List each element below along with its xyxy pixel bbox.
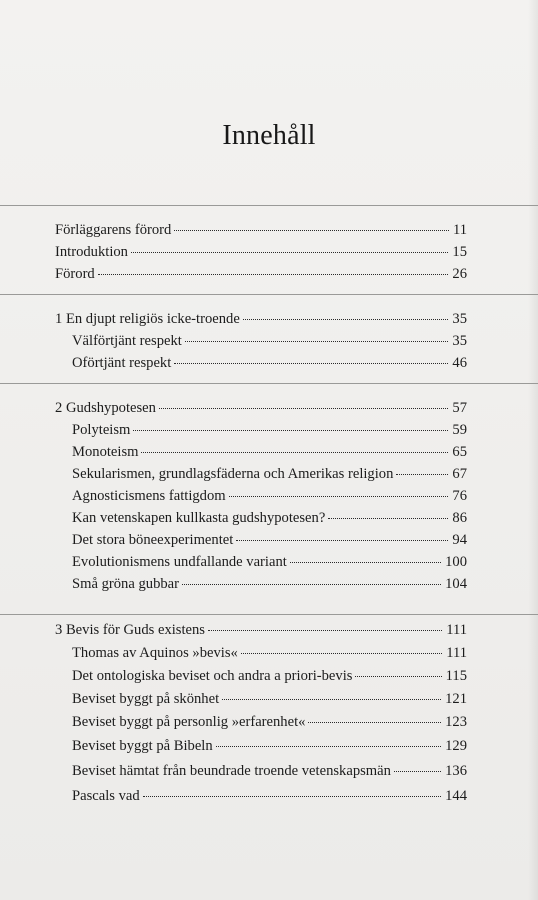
toc-entry-label: Det stora böneexperimentet bbox=[72, 532, 234, 548]
toc-entry-label: Pascals vad bbox=[72, 788, 140, 804]
toc-entry-label: Förläggarens förord bbox=[55, 222, 172, 238]
toc-entry-page: 65 bbox=[452, 444, 467, 460]
divider-3 bbox=[0, 614, 538, 615]
toc-entry-page: 86 bbox=[452, 510, 467, 526]
toc-leader-dots bbox=[243, 319, 449, 320]
toc-entry-ofortjant-respekt[interactable] bbox=[72, 354, 467, 372]
toc-entry-agnosticismens-fattigdom[interactable] bbox=[72, 487, 467, 505]
toc-leader-dots bbox=[355, 676, 441, 677]
toc-entry-label: Monoteism bbox=[72, 444, 139, 460]
toc-entry-sma-grona-gubbar[interactable] bbox=[72, 575, 467, 593]
toc-entry-page: 144 bbox=[445, 788, 467, 804]
toc-entry-label: Välförtjänt respekt bbox=[72, 333, 182, 349]
toc-leader-dots bbox=[222, 699, 441, 700]
toc-leader-dots bbox=[182, 584, 441, 585]
toc-entry-sekularismen[interactable] bbox=[72, 465, 467, 483]
toc-chapter-label: 3 Bevis för Guds existens bbox=[55, 622, 205, 638]
toc-entry-beviset-vetenskapsman[interactable] bbox=[72, 762, 467, 780]
toc-chapter-label: 2 Gudshypotesen bbox=[55, 400, 156, 416]
toc-entry-label: Oförtjänt respekt bbox=[72, 355, 172, 371]
toc-entry-page: 11 bbox=[452, 222, 467, 238]
toc-entry-introduktion[interactable] bbox=[55, 243, 467, 261]
divider-top bbox=[0, 205, 538, 206]
toc-entry-page: 136 bbox=[445, 763, 467, 779]
toc-chapter-2[interactable] bbox=[55, 399, 467, 417]
toc-leader-dots bbox=[229, 496, 449, 497]
toc-leader-dots bbox=[131, 252, 448, 253]
toc-entry-label: Polyteism bbox=[72, 422, 131, 438]
toc-leader-dots bbox=[290, 562, 441, 563]
toc-entry-label: Kan vetenskapen kullkasta gudshypotesen? bbox=[72, 510, 326, 526]
toc-leader-dots bbox=[143, 796, 441, 797]
toc-entry-page: 15 bbox=[452, 244, 467, 260]
toc-leader-dots bbox=[98, 274, 449, 275]
toc-entry-page: 111 bbox=[446, 645, 467, 661]
divider-1 bbox=[0, 294, 538, 295]
toc-entry-valfortjant-respekt[interactable] bbox=[72, 332, 467, 350]
toc-chapter-page: 57 bbox=[452, 400, 467, 416]
toc-entry-label: Beviset byggt på personlig »erfarenhet« bbox=[72, 714, 306, 730]
toc-entry-kan-vetenskapen[interactable] bbox=[72, 509, 467, 527]
page-title: Innehåll bbox=[222, 120, 316, 151]
toc-entry-det-stora-boneexperimentet[interactable] bbox=[72, 531, 467, 549]
toc-entry-beviset-erfarenhet[interactable] bbox=[72, 713, 467, 731]
toc-entry-polyteism[interactable] bbox=[72, 421, 467, 439]
toc-entry-page: 59 bbox=[452, 422, 467, 438]
toc-entry-label: Thomas av Aquinos »bevis« bbox=[72, 645, 238, 661]
toc-leader-dots bbox=[185, 341, 449, 342]
toc-leader-dots bbox=[133, 430, 448, 431]
toc-entry-page: 121 bbox=[445, 691, 467, 707]
toc-entry-evolutionismens[interactable] bbox=[72, 553, 467, 571]
toc-leader-dots bbox=[174, 363, 448, 364]
toc-leader-dots bbox=[236, 540, 448, 541]
toc-chapter-page: 111 bbox=[446, 622, 467, 638]
toc-entry-page: 94 bbox=[452, 532, 467, 548]
toc-entry-page: 35 bbox=[452, 333, 467, 349]
toc-leader-dots bbox=[208, 630, 442, 631]
toc-chapter-label: 1 En djupt religiös icke-troende bbox=[55, 311, 240, 327]
toc-entry-label: Förord bbox=[55, 266, 95, 282]
divider-2 bbox=[0, 383, 538, 384]
toc-chapter-1[interactable] bbox=[55, 310, 467, 328]
toc-entry-label: Agnosticismens fattigdom bbox=[72, 488, 226, 504]
toc-entry-page: 123 bbox=[445, 714, 467, 730]
toc-leader-dots bbox=[328, 518, 448, 519]
toc-leader-dots bbox=[159, 408, 448, 409]
toc-leader-dots bbox=[216, 746, 441, 747]
toc-leader-dots bbox=[241, 653, 442, 654]
toc-entry-beviset-bibeln[interactable] bbox=[72, 737, 467, 755]
toc-chapter-3[interactable] bbox=[55, 621, 467, 639]
toc-entry-page: 115 bbox=[445, 668, 467, 684]
toc-entry-label: Beviset hämtat från beundrade troende vetenskapsmän bbox=[72, 763, 391, 779]
toc-entry-page: 100 bbox=[445, 554, 467, 570]
toc-entry-page: 46 bbox=[452, 355, 467, 371]
toc-entry-page: 76 bbox=[452, 488, 467, 504]
toc-entry-label: Evolutionismens undfallande variant bbox=[72, 554, 287, 570]
toc-leader-dots bbox=[141, 452, 448, 453]
toc-entry-label: Introduktion bbox=[55, 244, 128, 260]
toc-leader-dots bbox=[394, 771, 441, 772]
toc-entry-pascals-vad[interactable] bbox=[72, 787, 467, 805]
toc-entry-page: 26 bbox=[452, 266, 467, 282]
toc-entry-label: Små gröna gubbar bbox=[72, 576, 179, 592]
toc-entry-monoteism[interactable] bbox=[72, 443, 467, 461]
toc-leader-dots bbox=[396, 474, 448, 475]
toc-entry-page: 67 bbox=[452, 466, 467, 482]
toc-chapter-page: 35 bbox=[452, 311, 467, 327]
toc-entry-forlaggarens-forord[interactable] bbox=[55, 221, 467, 239]
toc-entry-label: Det ontologiska beviset och andra a priori-bevis bbox=[72, 668, 353, 684]
toc-entry-label: Sekularismen, grundlagsfäderna och Amerikas religion bbox=[72, 466, 394, 482]
toc-entry-beviset-skonhet[interactable] bbox=[72, 690, 467, 708]
toc-entry-page: 129 bbox=[445, 738, 467, 754]
toc-leader-dots bbox=[308, 722, 441, 723]
toc-entry-ontologiska-beviset[interactable] bbox=[72, 667, 467, 685]
toc-entry-label: Beviset byggt på skönhet bbox=[72, 691, 220, 707]
toc-leader-dots bbox=[174, 230, 449, 231]
toc-entry-label: Beviset byggt på Bibeln bbox=[72, 738, 213, 754]
toc-entry-page: 104 bbox=[445, 576, 467, 592]
toc-entry-forord[interactable] bbox=[55, 265, 467, 283]
toc-entry-thomas-av-aquinos[interactable] bbox=[72, 644, 467, 662]
